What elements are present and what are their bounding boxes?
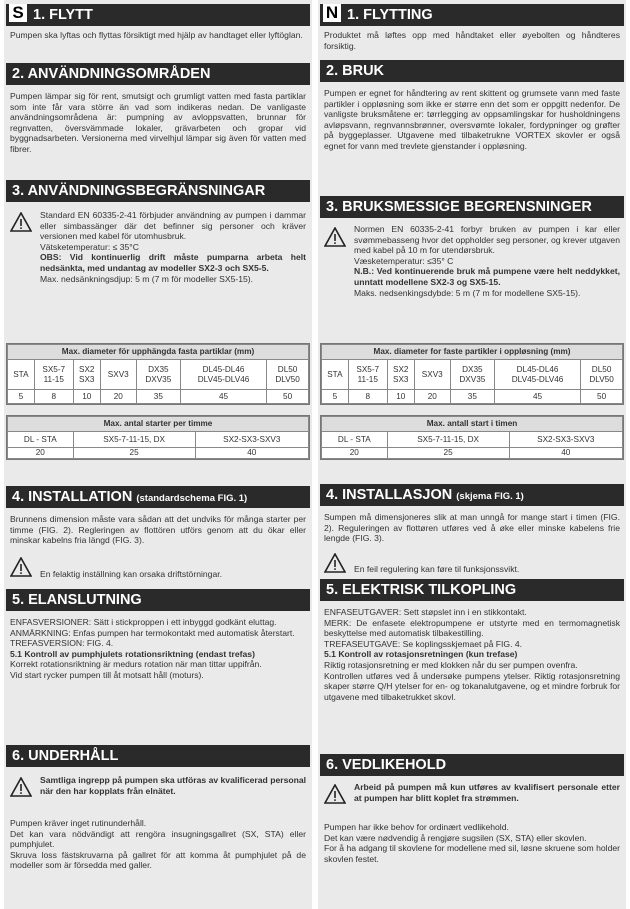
section-title: 3. ANVÄNDNINGSBEGRÄNSNINGAR	[12, 183, 266, 199]
section-1-body: Pumpen ska lyftas och flyttas försiktigt med hjälp av handtaget eller lyftöglan.	[10, 30, 303, 40]
table-header-cell: STA	[8, 360, 35, 390]
table-cell: 20	[100, 390, 136, 404]
particle-diameter-table	[320, 343, 624, 405]
subsection-title: 5.1 Kontroll av pumphjulets rotationsriktning (endast trefas)	[10, 648, 255, 659]
table-cell: 40	[195, 448, 308, 459]
table-title: Max. diameter for faste partikler i oppløsning (mm)	[322, 345, 623, 360]
section-subtitle: (standardschema FIG. 1)	[136, 493, 248, 504]
section-6-warning: Arbeid på pumpen må kun utføres av kvalifisert personale etter at pumpen har blitt koplet fra strømmen.	[354, 782, 620, 803]
section-6-warning: Samtliga ingrepp på pumpen ska utföras av kvalificerad personal när den har kopplats från elnätet.	[40, 775, 307, 796]
table-header-cell: DL - STA	[322, 432, 388, 448]
nb-text: Ved kontinuerende bruk må pumpene være helt neddykket, unntatt modellene SX2-3 og SX5-15.	[354, 266, 620, 287]
section-6-header	[6, 745, 310, 767]
table-cell: 20	[8, 448, 74, 459]
table-row	[8, 390, 309, 404]
section-3-body	[324, 224, 620, 298]
check-text: Kontrollen utføres ved å undersøke pumpens ytelser. Riktig rotasjonsretning skaper større Q/H ytelser for en- og tokanalutgavene, og et mindre forbruk for utgavene med tilbaketrukket skovl.	[324, 670, 620, 702]
nb-note	[354, 266, 620, 287]
section-4-header	[6, 486, 310, 508]
section-2-header	[6, 63, 310, 85]
table-cell: 20	[414, 390, 450, 404]
language-badge: N	[323, 4, 341, 22]
table-cell: 5	[322, 390, 349, 404]
table-header-cell: SX2-SX3-SXV3	[509, 432, 622, 448]
table-cell: 20	[322, 448, 388, 459]
table-title: Max. antall start i timen	[322, 417, 623, 432]
table-header-cell: SX2 SX3	[387, 360, 414, 390]
table-row	[322, 432, 623, 448]
cleaning-text: Det kan være nødvendig å rengjøre sugsilen (SX, STA) eller skovlen.	[324, 832, 587, 843]
table-header-cell: SX5-7-11-15, DX	[387, 432, 509, 448]
table-cell: 35	[450, 390, 494, 404]
note-text: MERK: De enfasete elektropumpene er utstyrte med en termomagnetisk beskyttelse med automatisk tilbakestilling.	[324, 617, 620, 639]
starts-per-hour-table	[320, 415, 624, 460]
swedish-column	[4, 0, 312, 909]
table-header-cell: SX2-SX3-SXV3	[195, 432, 308, 448]
subsection-title: 5.1 Kontroll av rotasjonsretningen (kun trefase)	[324, 649, 518, 660]
language-badge: S	[9, 4, 27, 22]
cleaning-text: Det kan vara nödvändigt att rengöra insugningsgallret (SX, STA) eller pumphjulet.	[10, 828, 306, 850]
section-title: 5. ELANSLUTNING	[12, 592, 142, 608]
table-row	[322, 390, 623, 404]
table-row	[8, 360, 309, 390]
table-header-cell: DL45-DL46 DLV45-DLV46	[494, 360, 580, 390]
standard-text: Standard EN 60335-2-41 förbjuder användning av pumpen i dammar eller simbassänger där det befinner sig personer och kräver versionen med kabel för utomhusbruk.	[40, 210, 306, 242]
section-4-body: Brunnens dimension måste vara sådan att det undviks för många starter per timme (FIG. 2). Regleringen av flottören utförs genom att du ökar eller minskar kabelns fria längd (FIG. 3).	[10, 514, 306, 546]
temperature-text: Vätsketemperatur: ≤ 35°C	[40, 241, 139, 252]
section-title: 3. BRUKSMESSIGE BEGRENSNINGER	[326, 199, 592, 215]
table-title: Max. diameter för upphängda fasta partiklar (mm)	[8, 345, 309, 360]
section-3-header	[320, 196, 624, 218]
section-2-body: Pumpen er egnet for håndtering av rent skittent og grumsete vann med faste partikler i oppløsning som ikke er større enn det som er oppgitt nedenfor. De vanligste bruksmåtene er: tørrlegging av oppsamlingskar for husholdningens avløpsvann, regnvannsbrønner, oversvømte lokaler, fordypninger og grøfter på byggeplasser. Utgavene med tilbaketrukne VORTEX skovler er også egnet for vann med trevlete gjenstander i oppløsning.	[324, 88, 620, 151]
table-header-cell: DX35 DXV35	[450, 360, 494, 390]
section-title: 1. FLYTTING	[347, 7, 433, 23]
table-cell: 8	[348, 390, 387, 404]
single-phase-text: ENFASEUTGAVER: Sett støpslet inn i en stikkontakt.	[324, 607, 527, 617]
section-title: 4. INSTALLATION	[12, 489, 133, 505]
table-header-cell: DL - STA	[8, 432, 74, 448]
rotation-text: Korrekt rotationsriktning är medurs rotation när man tittar uppifrån.	[10, 659, 262, 670]
table-header-cell: SX5-7-11-15, DX	[73, 432, 195, 448]
depth-text: Max. nedsänkningsdjup: 5 m (7 m för modeller SX5-15).	[40, 273, 254, 284]
table-cell: 50	[267, 390, 309, 404]
nb-label: N.B.:	[354, 266, 375, 277]
table-cell: 25	[73, 448, 195, 459]
table-header-cell: SX5-7 11-15	[348, 360, 387, 390]
table-cell: 25	[387, 448, 509, 459]
starts-per-hour-table	[6, 415, 310, 460]
section-title: 5. ELEKTRISK TILKOPLING	[326, 582, 517, 598]
table-header-cell: DL50 DLV50	[581, 360, 623, 390]
section-title: 4. INSTALLASJON	[326, 487, 453, 503]
table-header-cell: SXV3	[414, 360, 450, 390]
section-3-body	[10, 210, 306, 284]
single-phase-text: ENFASVERSIONER: Sätt i stickproppen i ett inbyggd godkänt eluttag.	[10, 617, 277, 627]
section-subtitle: (skjema FIG. 1)	[456, 491, 524, 502]
section-6-header	[320, 754, 624, 776]
table-cell: 45	[180, 390, 266, 404]
table-header-cell: SX5-7 11-15	[34, 360, 73, 390]
section-4-warning: En felaktig inställning kan orsaka driftstörningar.	[40, 569, 222, 579]
section-2-body: Pumpen lämpar sig för rent, smutsigt och grumligt vatten med fasta partiklar som inte får vara större än vad som indikeras nedan. De vanligaste användningsområdena är: pumpning av avloppsvatten, brunnar för regnvatten, översvämmade lokaler, grävarbeten och gropar vid byggnadsarbeten. Versionerna med virvelhjul lämpar sig även för vatten med fibrer.	[10, 91, 306, 154]
section-5-header	[6, 589, 310, 611]
temperature-text: Væsketemperatur: ≤35° C	[354, 255, 454, 266]
table-header-cell: SXV3	[100, 360, 136, 390]
three-phase-text: TREFASVERSION: FIG. 4.	[10, 638, 114, 649]
table-cell: 40	[509, 448, 622, 459]
table-cell: 10	[387, 390, 414, 404]
section-4-body: Sumpen må dimensjoneres slik at man unngå for mange start i timen (FIG. 2). Reguleringen av flottøren utføres ved å øke eller minske kabelens frie lengde (FIG. 3).	[324, 512, 620, 544]
table-title: Max. antal starter per timme	[8, 417, 309, 432]
table-cell: 45	[494, 390, 580, 404]
table-row	[8, 432, 309, 448]
table-header-cell: DL45-DL46 DLV45-DLV46	[180, 360, 266, 390]
screws-text: For å ha adgang til skovlene for modellene med sil, løsne skruene som holder skovlen festet.	[324, 843, 620, 864]
section-5-body	[10, 617, 306, 681]
section-title: 6. UNDERHÅLL	[12, 748, 119, 764]
section-title: 2. ANVÄNDNINGSOMRÅDEN	[12, 66, 211, 82]
table-row	[8, 448, 309, 459]
section-1-header	[320, 4, 624, 26]
section-5-body	[324, 607, 620, 702]
section-1-header	[6, 4, 310, 26]
section-4-header	[320, 484, 624, 506]
screws-text: Skruva loss fästskruvarna på gallret för att komma åt pumphjulet på de modeller som är försedda med galler.	[10, 849, 306, 871]
section-title: 2. BRUK	[326, 63, 385, 79]
table-cell: 8	[34, 390, 73, 404]
table-row	[322, 360, 623, 390]
obs-note: OBS: Vid kontinuerlig drift måste pumparna arbeta helt nedsänkta, med undantag av modeller SX2-3 och SX5-5.	[40, 252, 306, 273]
table-header-cell: DX35 DXV35	[136, 360, 180, 390]
particle-diameter-table	[6, 343, 310, 405]
norwegian-column	[318, 0, 626, 909]
section-1-body: Produktet må løftes opp med håndtaket eller øyebolten og håndteres forsiktig.	[324, 30, 620, 51]
start-text: Vid start rycker pumpen till åt motsatt håll (moturs).	[10, 669, 204, 680]
table-header-cell: STA	[322, 360, 349, 390]
standard-text: Normen EN 60335-2-41 forbyr bruken av pumpen i kar eller svømmebasseng hvor det oppholder seg personer, og krever utgaven med kabel på 10 m for utendørsbruk.	[354, 224, 620, 256]
section-3-header	[6, 180, 310, 202]
note-text: ANMÄRKNING: Enfas pumpen har termokontakt med automatisk återstart.	[10, 627, 295, 638]
maintenance-text: Pumpen har ikke behov for ordinært vedlikehold.	[324, 822, 509, 832]
table-header-cell: SX2 SX3	[73, 360, 100, 390]
table-cell: 50	[581, 390, 623, 404]
section-6-body	[10, 818, 306, 871]
maintenance-text: Pumpen kräver inget rutinunderhåll.	[10, 818, 147, 828]
three-phase-text: TREFASEUTGAVE: Se koplingsskjemaet på FIG. 4.	[324, 638, 523, 649]
section-5-header	[320, 579, 624, 601]
table-cell: 5	[8, 390, 35, 404]
table-row	[322, 448, 623, 459]
depth-text: Maks. nedsenkingsdybde: 5 m (7 m for modellene SX5-15).	[354, 287, 581, 298]
section-6-body	[324, 822, 620, 864]
section-title: 1. FLYTT	[33, 7, 93, 23]
section-title: 6. VEDLIKEHOLD	[326, 757, 447, 773]
section-2-header	[320, 60, 624, 82]
table-cell: 10	[73, 390, 100, 404]
table-header-cell: DL50 DLV50	[267, 360, 309, 390]
rotation-text: Riktig rotasjonsretning er med klokken når du ser pumpen ovenfra.	[324, 659, 578, 670]
table-cell: 35	[136, 390, 180, 404]
section-4-warning: En feil regulering kan føre til funksjonssvikt.	[354, 564, 520, 574]
